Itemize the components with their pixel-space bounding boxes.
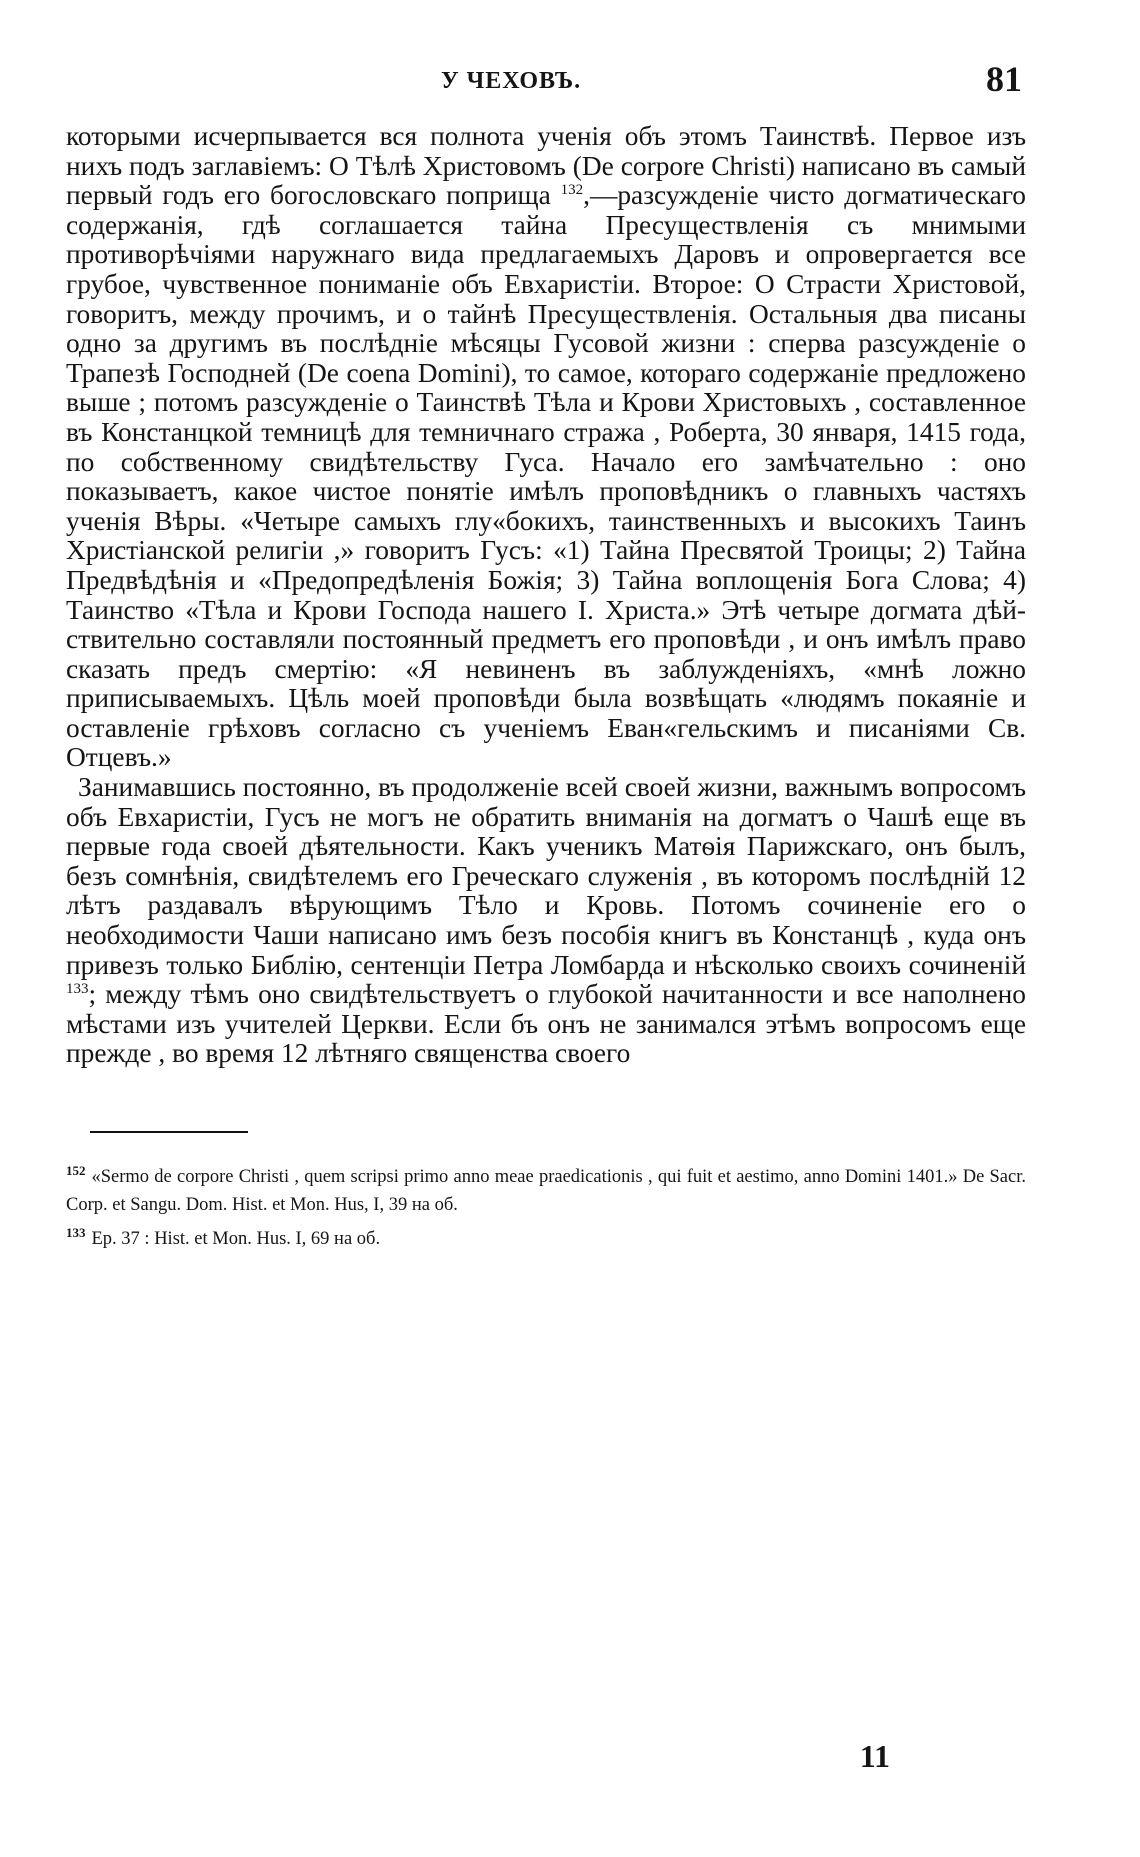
footnote-132: $^{152}$ «Sermo de corpore Christi , quem scripsi primo anno meae praedicationis , qui fuit et aestimo, anno Domini 1401.» De Sacr. Corp. et Sangu. Dom. Hist. et Mon. Hus, I, 39 на об. xyxy=(66,1163,1026,1216)
page-number: 81 xyxy=(986,59,1022,99)
footnote-ref-133: 133 xyxy=(66,981,89,998)
running-title: У ЧЕХОВЪ. xyxy=(441,68,582,94)
printer-signature-mark: 11 xyxy=(859,1738,890,1774)
footnote-ref-132: 132 xyxy=(560,182,584,199)
paragraph-2: Занимавшись постоянно, въ продолженіе всей своей жизни, важнымъ вопросомъ объ Евхаристіи, Гусъ не могъ не обратить вниманія на догматъ о Чашѣ еще въ первые года своей дѣятельности. Какъ ученикъ Матѳія Парижскаго, онъ былъ, безъ сомнѣнія, свидѣтелемъ его Греческаго служенія , въ которомъ послѣдній 12 лѣтъ раздавалъ вѣрующимъ Тѣло и Кровь. Потомъ сочиненіе его о необходимости Чаши написано имъ безъ пособія книгъ въ Констанцѣ , куда онъ привезъ только Библію, сентенціи Петра Ломбарда и нѣсколько своихъ сочиненій $^{133}$; между тѣмъ оно свидѣтельствуетъ о глубокой начитанности и все наполнено мѣстами изъ учителей Церкви. Если бъ онъ не занимался этѣмъ вопросомъ еще прежде , во время 12 лѣтняго священства своего xyxy=(66,772,1026,1069)
running-head xyxy=(66,59,1026,122)
footnote-divider xyxy=(90,1131,248,1133)
footnote-133: $^{133}$ Ep. 37 : Hist. et Mon. Hus. I, 69 на об. xyxy=(66,1225,381,1250)
page xyxy=(66,59,1026,1253)
paragraph-1: которыми исчерпывается вся полнота ученія объ этомъ Таинствѣ. Первое изъ нихъ подъ заглавіемъ: О Тѣлѣ Христовомъ (De corpore Christi) написано въ самый первый годъ его богословскаго поприща $^{132}$,—разсужденіе чисто догматическаго содержанія, гдѣ соглашается тайна Пресуществленія съ мнимыми противорѣчіями наружнаго вида предлагаемыхъ Даровъ и опровергается все грубое, чувственное пониманіе объ Евхаристіи. Второе: О Страсти Христовой, говоритъ, между прочимъ, и о тайнѣ Пресуществленія. Остальныя два писаны одно за другимъ въ послѣдніе мѣсяцы Гусовой жизни : сперва разсужденіе о Трапезѣ Господней (De coena Domini), то самое, котораго содержаніе предложено выше ; потомъ разсужденіе о Таинствѣ Тѣла и Крови Христовыхъ , составленное въ Констанцкой темницѣ для темничнаго стража , Роберта, 30 января, 1415 года, по собственному свидѣтельству Гуса. Начало его замѣчательно : оно показываетъ, какое чистое понятіе имѣлъ проповѣдникъ о главныхъ частяхъ ученія Вѣры. «Четыре самыхъ глу«бокихъ, таинственныхъ и высокихъ Таинъ Христіанской религіи ,» говоритъ Гусъ: «1) Тайна Пресвятой Троицы; 2) Тайна Предвѣдѣнія и «Предопредѣленія Божія; 3) Тайна воплощенія Бога Слова; 4) Таинство «Тѣла и Крови Господа нашего І. Христа.» Этѣ четыре догмата дѣйствительно составляли постоянный предметъ его проповѣди , и онъ имѣлъ право сказать предъ смертію: «Я невиненъ въ заблужденіяхъ, «мнѣ ложно приписываемыхъ. Цѣль моей проповѣди была возвѣщать «людямъ покаяніе и оставленіе грѣховъ согласно съ ученіемъ Еван«гельскимъ и писаніями Св. Отцевъ.» xyxy=(66,121,1026,773)
